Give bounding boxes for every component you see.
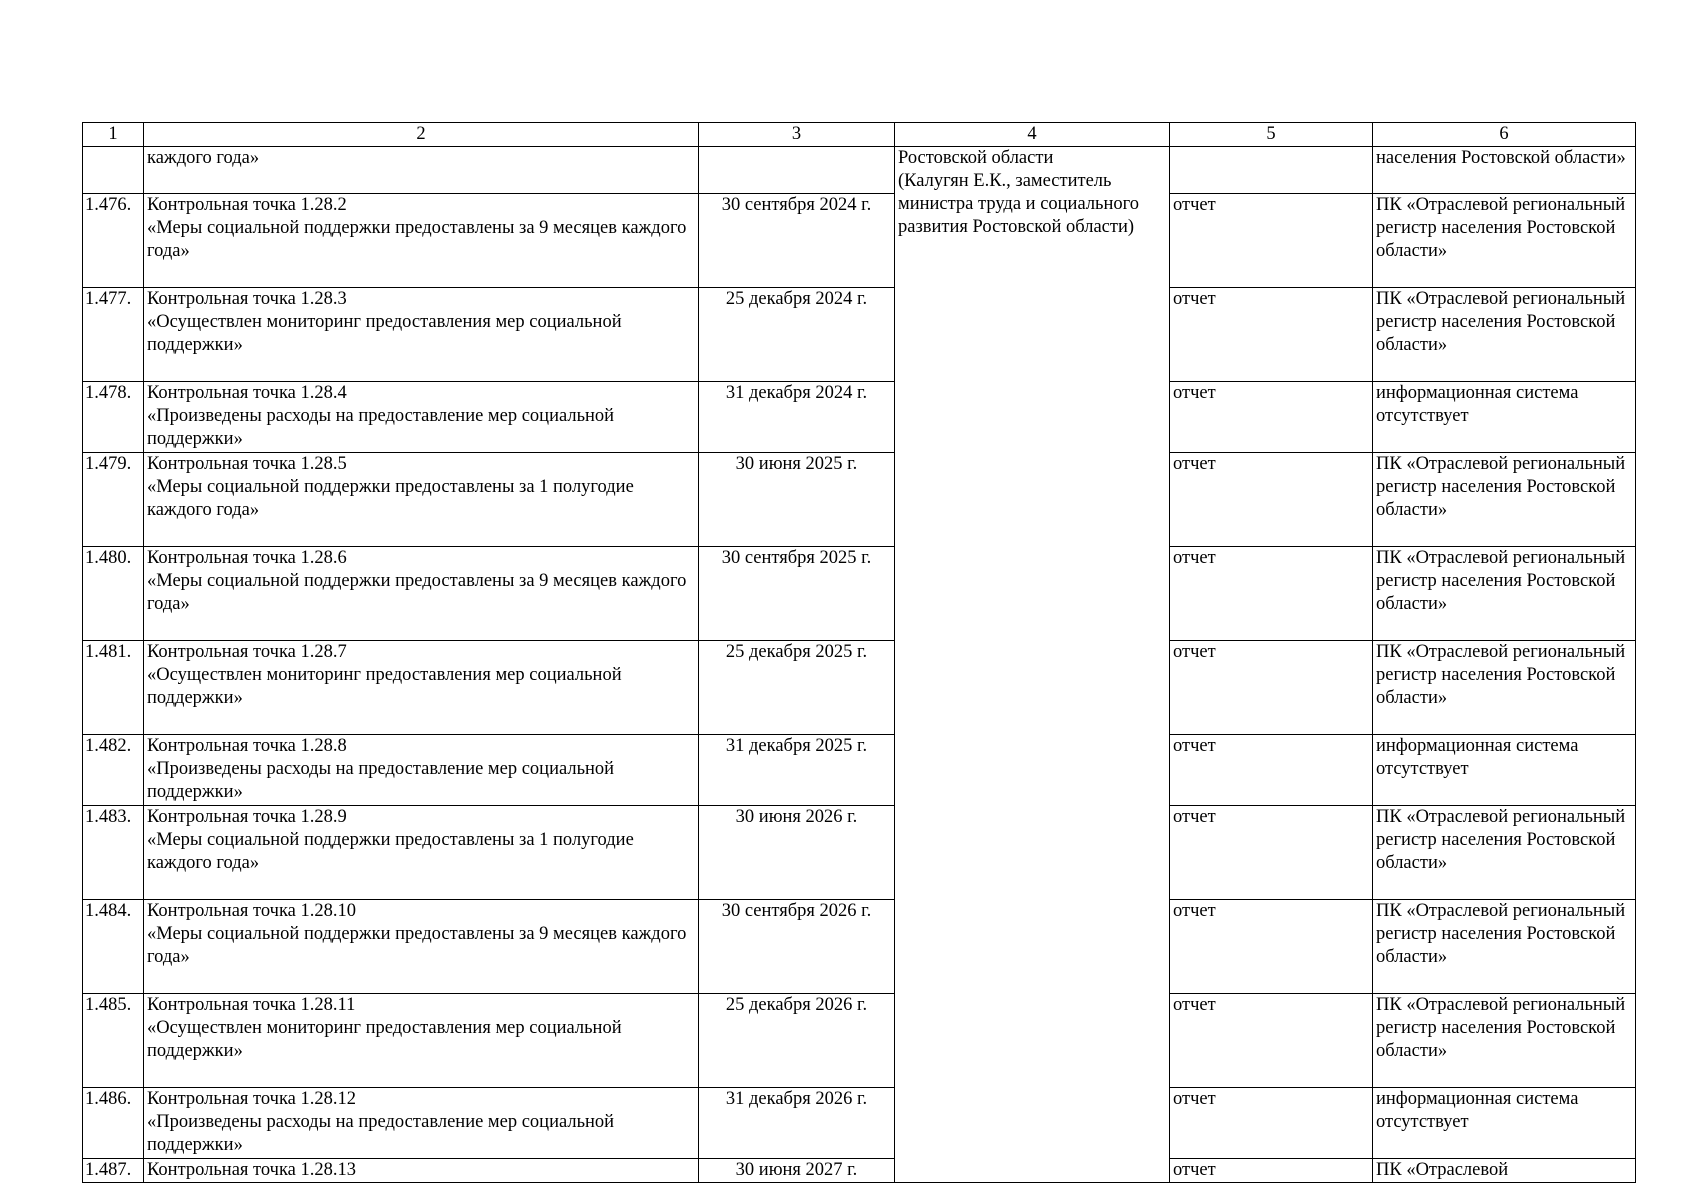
control-point-description: «Меры социальной поддержки предоставлены за 9 месяцев каждого года» — [147, 924, 687, 967]
system-cell: ПК «Отраслевой региональный регистр населения Ростовской области» — [1373, 547, 1636, 641]
row-number-cell: 1.480. — [83, 547, 144, 641]
row-number-cell: 1.482. — [83, 735, 144, 806]
control-point-title: Контрольная точка 1.28.10 — [147, 901, 357, 921]
system-cell: населения Ростовской области» — [1373, 147, 1636, 194]
date-cell: 30 июня 2025 г. — [699, 453, 895, 547]
system-cell: ПК «Отраслевой региональный регистр населения Ростовской области» — [1373, 288, 1636, 382]
description-cell — [144, 994, 699, 1088]
system-cell: информационная система отсутствует — [1373, 382, 1636, 453]
control-point-title: Контрольная точка 1.28.3 — [147, 289, 347, 309]
table-row — [83, 735, 1636, 806]
description-cell — [144, 547, 699, 641]
document-cell: отчет — [1170, 1159, 1373, 1183]
responsible-cell: Ростовской области (Калугян Е.К., заместитель министра труда и социального развития Ростовской области) — [895, 147, 1170, 1183]
system-cell: ПК «Отраслевой региональный регистр населения Ростовской области» — [1373, 641, 1636, 735]
column-header-6: 6 — [1373, 123, 1636, 147]
control-point-title: Контрольная точка 1.28.11 — [147, 995, 356, 1015]
description-cell — [144, 806, 699, 900]
column-header-1: 1 — [83, 123, 144, 147]
document-cell: отчет — [1170, 994, 1373, 1088]
column-header-5: 5 — [1170, 123, 1373, 147]
description-cell — [144, 194, 699, 288]
column-header-4: 4 — [895, 123, 1170, 147]
control-point-description: «Осуществлен мониторинг предоставления мер социальной поддержки» — [147, 312, 622, 355]
date-cell: 30 сентября 2025 г. — [699, 547, 895, 641]
row-number-cell: 1.481. — [83, 641, 144, 735]
date-cell — [699, 147, 895, 194]
system-cell: информационная система отсутствует — [1373, 1088, 1636, 1159]
document-cell: отчет — [1170, 288, 1373, 382]
date-cell: 30 сентября 2026 г. — [699, 900, 895, 994]
control-point-description: «Осуществлен мониторинг предоставления мер социальной поддержки» — [147, 1018, 622, 1061]
document-cell: отчет — [1170, 1088, 1373, 1159]
control-point-description: «Произведены расходы на предоставление мер социальной поддержки» — [147, 1112, 615, 1155]
document-cell: отчет — [1170, 735, 1373, 806]
system-cell: ПК «Отраслевой региональный регистр населения Ростовской области» — [1373, 453, 1636, 547]
header-row — [83, 123, 1636, 147]
date-cell: 30 июня 2026 г. — [699, 806, 895, 900]
date-cell: 25 декабря 2025 г. — [699, 641, 895, 735]
document-cell: отчет — [1170, 900, 1373, 994]
date-cell: 31 декабря 2025 г. — [699, 735, 895, 806]
table-row — [83, 194, 1636, 288]
description-cell — [144, 382, 699, 453]
control-point-description: «Меры социальной поддержки предоставлены за 9 месяцев каждого года» — [147, 218, 687, 261]
description-cell — [144, 735, 699, 806]
column-header-2: 2 — [144, 123, 699, 147]
table-row — [83, 1159, 1636, 1183]
date-cell: 25 декабря 2024 г. — [699, 288, 895, 382]
date-cell: 31 декабря 2026 г. — [699, 1088, 895, 1159]
row-number-cell: 1.476. — [83, 194, 144, 288]
control-point-title: Контрольная точка 1.28.8 — [147, 736, 347, 756]
control-point-title: Контрольная точка 1.28.13 — [147, 1160, 357, 1180]
system-cell: ПК «Отраслевой региональный регистр населения Ростовской области» — [1373, 194, 1636, 288]
control-point-description: «Произведены расходы на предоставление мер социальной поддержки» — [147, 406, 615, 449]
table-row — [83, 994, 1636, 1088]
date-cell: 25 декабря 2026 г. — [699, 994, 895, 1088]
column-header-3: 3 — [699, 123, 895, 147]
control-point-title: Контрольная точка 1.28.9 — [147, 807, 347, 827]
document-cell: отчет — [1170, 453, 1373, 547]
document-cell: отчет — [1170, 194, 1373, 288]
row-number-cell: 1.477. — [83, 288, 144, 382]
control-point-description: «Меры социальной поддержки предоставлены за 1 полугодие каждого года» — [147, 830, 634, 873]
document-cell: отчет — [1170, 641, 1373, 735]
row-number-cell: 1.487. — [83, 1159, 144, 1183]
description-cell: каждого года» — [144, 147, 699, 194]
control-point-title: Контрольная точка 1.28.2 — [147, 195, 347, 215]
control-point-title: Контрольная точка 1.28.7 — [147, 642, 347, 662]
description-cell — [144, 1159, 699, 1183]
system-cell: ПК «Отраслевой региональный регистр населения Ростовской области» — [1373, 994, 1636, 1088]
control-point-description: «Меры социальной поддержки предоставлены за 9 месяцев каждого года» — [147, 571, 687, 614]
table-row — [83, 453, 1636, 547]
description-cell — [144, 1088, 699, 1159]
system-cell: ПК «Отраслевой — [1373, 1159, 1636, 1183]
table-row — [83, 288, 1636, 382]
control-point-title: Контрольная точка 1.28.5 — [147, 454, 347, 474]
row-number-cell: 1.483. — [83, 806, 144, 900]
description-cell — [144, 453, 699, 547]
date-cell: 31 декабря 2024 г. — [699, 382, 895, 453]
row-number-cell: 1.485. — [83, 994, 144, 1088]
document-cell: отчет — [1170, 382, 1373, 453]
row-number-cell: 1.478. — [83, 382, 144, 453]
control-point-description: «Произведены расходы на предоставление мер социальной поддержки» — [147, 759, 615, 802]
table-row — [83, 900, 1636, 994]
row-number-cell — [83, 147, 144, 194]
control-point-title: Контрольная точка 1.28.4 — [147, 383, 347, 403]
document-cell: отчет — [1170, 547, 1373, 641]
control-points-table — [82, 122, 1636, 1183]
table-row — [83, 382, 1636, 453]
system-cell: ПК «Отраслевой региональный регистр населения Ростовской области» — [1373, 806, 1636, 900]
description-cell — [144, 288, 699, 382]
description-cell — [144, 900, 699, 994]
control-point-description: «Осуществлен мониторинг предоставления мер социальной поддержки» — [147, 665, 622, 708]
table-row — [83, 806, 1636, 900]
description-cell — [144, 641, 699, 735]
document-cell — [1170, 147, 1373, 194]
table-row — [83, 147, 1636, 194]
table-row — [83, 641, 1636, 735]
control-point-title: Контрольная точка 1.28.6 — [147, 548, 347, 568]
row-number-cell: 1.479. — [83, 453, 144, 547]
system-cell: ПК «Отраслевой региональный регистр населения Ростовской области» — [1373, 900, 1636, 994]
control-point-description: «Меры социальной поддержки предоставлены за 1 полугодие каждого года» — [147, 477, 634, 520]
table-row — [83, 547, 1636, 641]
date-cell: 30 июня 2027 г. — [699, 1159, 895, 1183]
date-cell: 30 сентября 2024 г. — [699, 194, 895, 288]
row-number-cell: 1.486. — [83, 1088, 144, 1159]
system-cell: информационная система отсутствует — [1373, 735, 1636, 806]
control-point-title: Контрольная точка 1.28.12 — [147, 1089, 357, 1109]
row-number-cell: 1.484. — [83, 900, 144, 994]
table-row — [83, 1088, 1636, 1159]
document-cell: отчет — [1170, 806, 1373, 900]
